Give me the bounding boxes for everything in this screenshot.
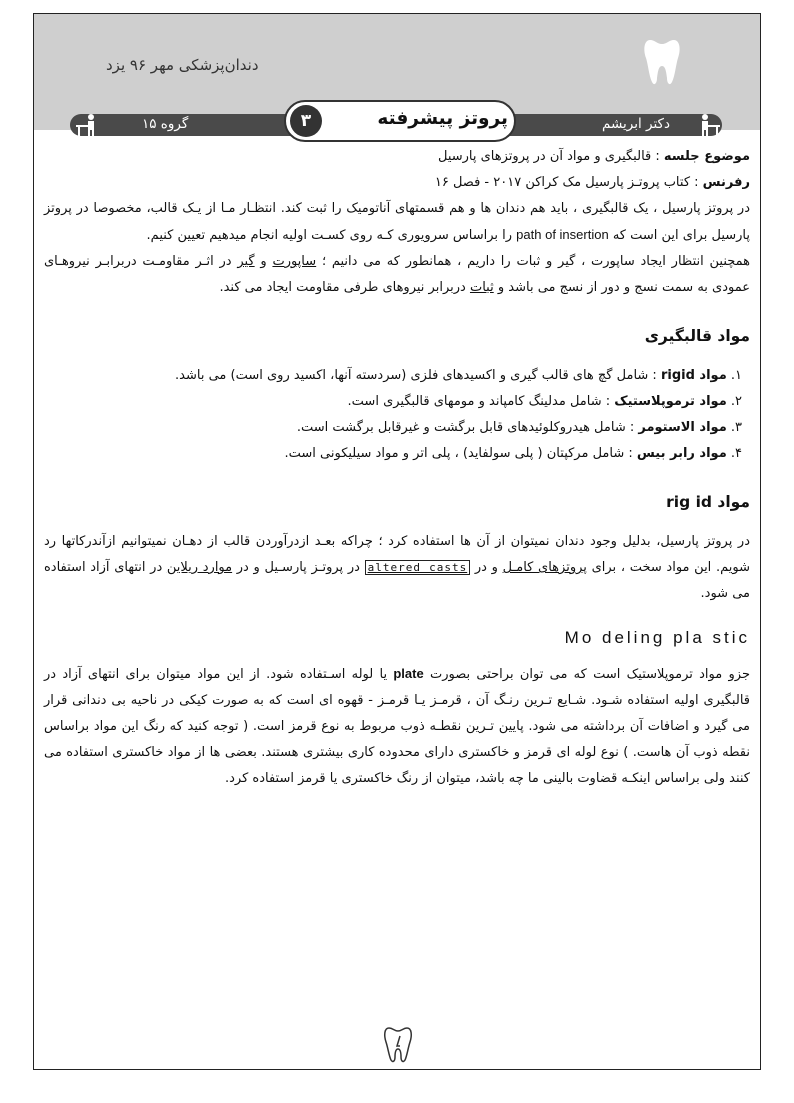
rigid-text: و در xyxy=(470,560,503,575)
complete-denture-term: پروتزهای کامـل xyxy=(502,560,587,575)
person-at-desk-icon xyxy=(696,113,722,137)
intro-text: در اثـر مقاومـت دربرابـر نیروهـای عمودی به سمت نسج و دور از نسج می باشد و xyxy=(44,254,750,295)
tooth-outline-icon xyxy=(383,1024,413,1064)
reference-label: رفرنس xyxy=(702,175,750,190)
list-item xyxy=(44,415,742,441)
item-number: ۴. xyxy=(726,446,742,461)
rigid-materials-heading: مواد rig id xyxy=(666,493,750,511)
item-number: ۱. xyxy=(726,368,742,383)
intro-paragraph-2 xyxy=(44,249,750,301)
item-number: ۲. xyxy=(726,394,742,409)
group-label: گروه ۱۵ xyxy=(142,116,189,132)
rigid-text: در پروتـز پارسـیل و در xyxy=(232,560,365,575)
intro-text: در پروتز پارسیل ، یک قالبگیری ، باید هم دندان ها و هم قسمتهای آناتومیک را ثبت کند. انتظـار مـا از یـک قالب، مخصوصا در پروتز پارسیل برای این است که xyxy=(44,201,750,243)
tooth-icon xyxy=(642,36,682,86)
rigid-paragraph xyxy=(44,529,750,607)
support-term: ساپورت xyxy=(272,254,317,269)
materials-list xyxy=(44,363,750,467)
item-description: : شامل گچ های قالب گیری و اکسیدهای فلزی (سردسته آنها، اکسید روی است) می باشد. xyxy=(175,368,661,383)
reference-line xyxy=(44,170,750,196)
session-number-badge: ۳ xyxy=(290,105,322,137)
list-item xyxy=(44,441,742,467)
reference-value: : کتاب پروتـز پارسیل مک کراکن ۲۰۱۷ - فصل ۱۶ xyxy=(434,175,703,190)
intro-paragraph-1 xyxy=(44,196,750,249)
item-name: مواد ترموپلاستیک xyxy=(614,394,727,409)
item-description: : شامل مرکپتان ( پلی سولفاید) ، پلی اتر و مواد سیلیکونی است. xyxy=(284,446,637,461)
course-line: دندان‌پزشکی مهر ۹۶ یزد xyxy=(106,56,259,74)
retention-term: گیر xyxy=(237,254,255,269)
intro-text: و xyxy=(254,254,273,269)
item-number: ۳. xyxy=(726,420,742,435)
intro-text: همچنین انتظار ایجاد ساپورت ، گیر و ثبات را داریم ، همانطور که می دانیم ؛ xyxy=(316,254,750,269)
stability-term: ثبات xyxy=(469,280,494,295)
person-at-desk-icon xyxy=(74,113,100,137)
path-of-insertion-term: path of insertion xyxy=(516,227,609,242)
plate-term: plate xyxy=(393,666,424,681)
item-name: مواد الاستومر xyxy=(638,420,727,435)
item-name: مواد rigid xyxy=(660,368,727,383)
impression-materials-heading: مواد قالبگیری xyxy=(644,327,750,345)
item-name: مواد رابر بیس xyxy=(636,446,727,461)
modeling-plastic-heading: Mo deling pla stic xyxy=(564,628,750,647)
topic-value: : قالبگیری و مواد آن در پروتزهای پارسیل xyxy=(437,149,664,164)
modeling-text: جزو مواد ترموپلاستیک است که می توان براحتی بصورت xyxy=(423,667,750,682)
modeling-paragraph xyxy=(44,661,750,792)
rigid-text: در انتهای آزاد استفاده می شود. xyxy=(44,560,750,601)
topic-line xyxy=(44,144,750,170)
intro-text: دربرابر نیروهای طرفی مقاومت ایجاد می کند. xyxy=(219,280,470,295)
list-item xyxy=(44,363,742,389)
list-item xyxy=(44,389,742,415)
reline-term: موارد ریلاین xyxy=(166,560,233,575)
item-description: : شامل هیدروکلوئیدهای قابل برگشت و غیرقابل برگشت است. xyxy=(296,420,639,435)
doctor-name: دکتر ابریشم xyxy=(602,116,670,132)
item-description: : شامل مدلینگ کامپاند و مومهای قالبگیری است. xyxy=(347,394,615,409)
content xyxy=(44,144,750,792)
course-title: پروتز پیشرفته xyxy=(377,108,508,129)
intro-text: را براساس سرویوری کـه روی کسـت اولیه انجام میدهیم تعیین کنیم. xyxy=(146,228,517,243)
altered-casts-term: altered casts xyxy=(365,560,471,575)
modeling-text: یا لوله اسـتفاده شود. از این مواد میتوان برای انتهای آزاد در قالبگیری اولیه استفاده شـود. شـایع تـرین رنـگ آن ، قرمـز یـا قرمـز - قهوه ای است که به صورت کیکی در ناحیه بی دندانی قرار می گیرد و اضافات آن برداشته می شود. پایین تـرین نقطـه ذوب مربوط به نوع قرمز است. ( توجه کنید که رنگ این مواد براساس نقطه ذوب آن هاست. ) نوع لوله ای قرمز و خاکستری دارای محدوده کاری بیشتری هستند. بعضی ها از مواد خاکستری استفاده می کنند ولی براساس اینکـه قضاوت بالینی ما چه باشد، میتوان از رنگ خاکستری یا قرمز استفاده کرد. xyxy=(44,667,750,786)
page-frame xyxy=(33,13,761,1070)
topic-label: موضوع جلسه xyxy=(663,149,750,164)
rigid-text: در پروتز پارسیل، بدلیل وجود دندان نمیتوان از آن ها استفاده کرد ؛ چراکه بعـد ازدرآوردن قالب از دهـان نمیتوانیم ازآندرکاتها رد شویم. این مواد سخت ، برای xyxy=(44,534,750,575)
